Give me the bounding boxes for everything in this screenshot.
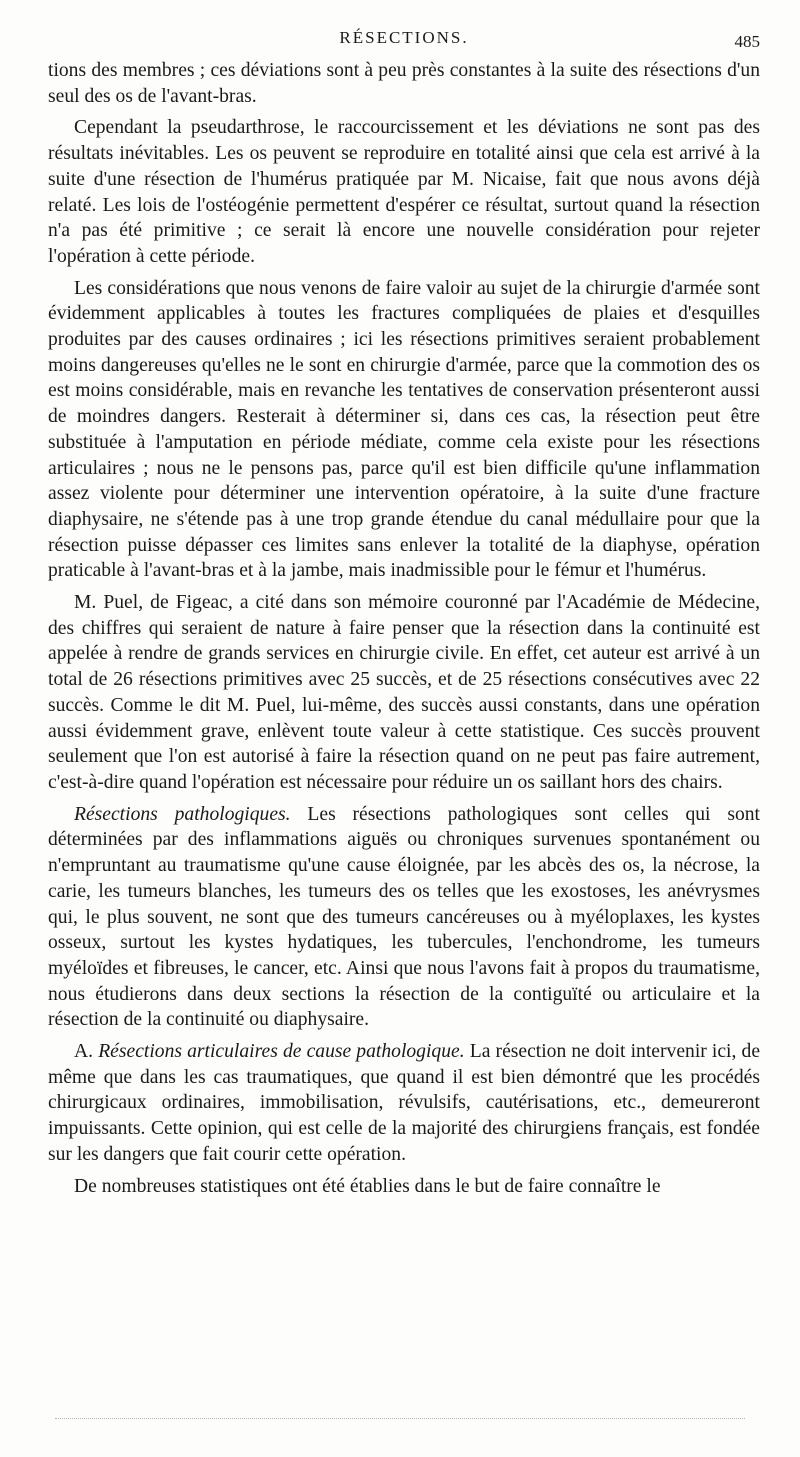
- running-head: [48, 28, 760, 52]
- paragraph-7-text: De nombreuses statistiques ont été établies dans le but de faire connaître le: [74, 1175, 661, 1197]
- paragraph-6: [48, 1039, 760, 1168]
- paragraph-3-text: Les considérations que nous venons de faire valoir au sujet de la chirurgie d'armée sont évidemment applicables à toutes les fractures compliquées de plaies et d'esquilles produites par des causes ordinaires ; ici les résections primitives seraient probablement moins dangereuses qu'elles ne le sont en chirurgie d'armée, parce que la commotion des os est moins considérable, mais en revanche les tentatives de conservation présenteront aussi de moindres dangers. Resterait à déterminer si, dans ces cas, la résection peut être substituée à l'amputation en période médiate, comme cela existe pour les résections articulaires ; nous ne le pensons pas, parce qu'il est bien difficile qu'une inflammation assez violente pour déterminer une intervention opératoire, à la suite d'une fracture diaphysaire, ne s'étende pas à une trop grande étendue du canal médullaire pour que la résection puisse dépasser ces limites sans enlever la totalité de la diaphyse, opération praticable à l'avant-bras et à la jambe, mais inadmissible pour le fémur et l'humérus.: [48, 277, 760, 582]
- section-label-a: A.: [74, 1041, 94, 1063]
- paragraph-7: [48, 1174, 760, 1200]
- section-heading-pathologiques: Résections pathologiques.: [74, 803, 291, 825]
- section-heading-articulaires: Résections articulaires de cause pathologique.: [98, 1041, 465, 1063]
- paragraph-5: [48, 802, 760, 1033]
- paragraph-1-text: tions des membres ; ces déviations sont à peu près constantes à la suite des résections d'un seul des os de l'avant-bras.: [48, 60, 760, 107]
- body-text: [48, 58, 760, 1205]
- paragraph-4: [48, 590, 760, 796]
- paragraph-2-text: Cependant la pseudarthrose, le raccourcissement et les déviations ne sont pas des résultats inévitables. Les os peuvent se reproduire en totalité ainsi que cela est arrivé à la suite d'une résection de l'humérus pratiquée par M. Nicaise, fait que nous avons déjà relaté. Les lois de l'ostéogénie permettent d'espérer ce résultat, surtout quand la résection n'a pas été primitive ; ce serait là encore une nouvelle considération pour rejeter l'opération à cette période.: [48, 117, 760, 267]
- paragraph-5-text: Les résections pathologiques sont celles qui sont déterminées par des inflammations aiguës ou chroniques survenues spontanément ou n'empruntant au traumatisme qu'une cause éloignée, par les abcès des os, la nécrose, la carie, les tumeurs blanches, les tumeurs des os telles que les exostoses, les anévrysmes qui, le plus souvent, ne sont que des tumeurs cancéreuses ou à myéloplaxes, les kystes osseux, surtout les kystes hydatiques, les tubercules, l'enchondrome, les tumeurs myéloïdes et fibreuses, le cancer, etc. Ainsi que nous l'avons fait à propos du traumatisme, nous étudierons dans deux sections la résection de la contiguïté ou articulaire et la résection de la continuité ou diaphysaire.: [48, 803, 760, 1031]
- paragraph-6-text: La résection ne doit intervenir ici, de même que dans les cas traumatiques, que quand il est bien démontré que les procédés chirurgicaux ordinaires, immobilisation, révulsifs, cautérisations, etc., demeureront impuissants. Cette opinion, qui est celle de la majorité des chirurgiens français, est fondée sur les dangers que fait courir cette opération.: [48, 1041, 761, 1165]
- paragraph-2: [48, 115, 760, 269]
- paragraph-3: [48, 276, 760, 584]
- running-title: RÉSECTIONS.: [339, 28, 469, 47]
- paragraph-4-text: M. Puel, de Figeac, a cité dans son mémoire couronné par l'Académie de Médecine, des chiffres qui seraient de nature à faire penser que la résection dans la continuité est appelée à rendre de grands services en chirurgie civile. En effet, cet auteur est arrivé à un total de 26 résections primitives avec 25 succès, et de 25 résections consécutives avec 22 succès. Comme le dit M. Puel, lui-même, des succès aussi constants, dans une opération aussi évidemment grave, enlèvent toute valeur à cette statistique. Ces succès prouvent seulement que l'on est autorisé à faire la résection quand on ne peut pas faire autrement, c'est-à-dire quand l'opération est nécessaire pour réduire un os saillant hors des chairs.: [48, 592, 760, 793]
- paragraph-1: [48, 58, 760, 109]
- page-number: 485: [734, 32, 760, 51]
- bottom-dotted-rule: [55, 1418, 745, 1419]
